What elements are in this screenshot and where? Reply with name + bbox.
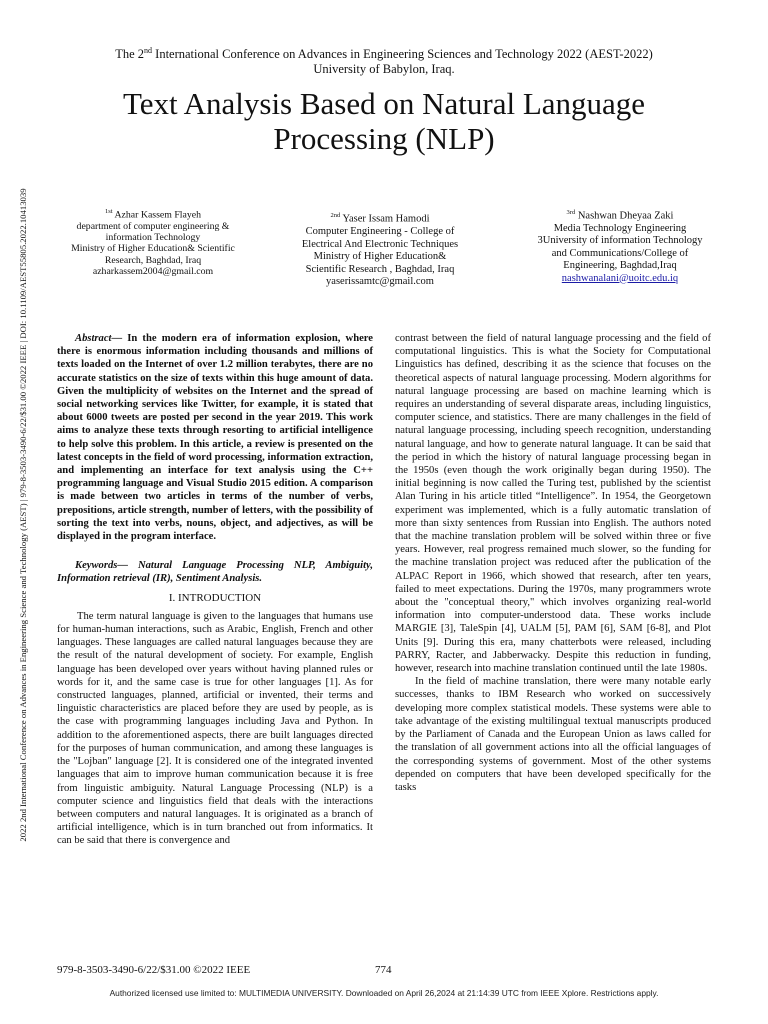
author-3-email-link[interactable]: nashwanalani@uoitc.edu.iq: [561, 272, 679, 284]
right-column: [395, 332, 711, 794]
author-1-affiliation: Research, Baghdad, Iraq: [104, 254, 202, 266]
author-2-affiliation: Ministry of Higher Education&: [313, 251, 447, 263]
body-paragraph: In the field of machine translation, there were many notable early successes, thanks to IBM Research who worked on successively developing more complex statistical models. These systems were able to take advantage of the existing multilingual textual manuscripts produced by the Parliament of Canada and the European Union as laws called for the translation of all government actions into all the official languages of the corresponding systems of government. Most of the other systems depended on computers that have been developed specifically for the tasks: [395, 676, 711, 793]
side-doi-text: [19, 145, 27, 885]
abstract: [57, 332, 373, 543]
conference-name-prefix: The 2: [115, 47, 145, 62]
author-1-name: [58, 206, 248, 221]
author-3-name: [510, 207, 730, 223]
author-2-name-text: Yaser Issam Hamodi: [340, 213, 430, 225]
footer-isbn: 979-8-3503-3490-6/22/$31.00 ©2022 IEEE: [57, 964, 251, 976]
conference-line-1: [0, 43, 768, 62]
author-3: [510, 207, 730, 285]
author-1-ordinal: 1st: [104, 208, 113, 215]
conference-line-2: University of Babylon, Iraq.: [313, 62, 455, 77]
author-1-affiliation: department of computer engineering &: [76, 220, 230, 232]
download-notice: Authorized licensed use limited to: MULTIMEDIA UNIVERSITY. Downloaded on April 26,2024 at 21:14:39 UTC from IEEE Xplore. Restrictions apply.: [109, 988, 659, 998]
author-3-affiliation: Engineering, Baghdad,Iraq: [563, 260, 677, 272]
author-3-affiliation: and Communications/College of: [551, 247, 689, 259]
left-column: [57, 332, 373, 848]
abstract-text: — In the modern era of information explosion, where there is enormous information including thousands and millions of texts loaded on the Internet of over 1.2 million terabytes, there are no accurate statistics on the size of texts within this huge amount of data. Given the multiplicity of websites on the Internet and the spread of social networking services like Twitter, for example, it is stated that about 6000 tweets are posted per second in the year 2019. This work aims to analyze these texts through resorting to artificial intelligence to help solve this problem. In this article, a review is presented on the latest concepts in the field of word processing, information extraction, and implementing an interface for text analysis using the C++ programming language and Visual Studio 2015 edition. A comparison is made between two articles in terms of the number of verbs, prepositions, article strength, number of letters, with the possibility of sorting the text into verbs, nouns, object, and adjectives, as will be displayed in the program interface.: [57, 333, 373, 543]
author-3-affiliation: Media Technology Engineering: [553, 222, 687, 234]
author-2-affiliation: Electrical And Electronic Techniques: [301, 238, 459, 250]
author-3-affiliation: 3University of information Technology: [537, 235, 703, 247]
author-1-affiliation: information Technology: [105, 232, 201, 244]
author-1-affiliation: Ministry of Higher Education& Scientific: [71, 243, 235, 255]
author-3-ordinal: 3rd: [566, 209, 576, 216]
author-2: [270, 210, 490, 289]
keywords: [57, 559, 373, 585]
keywords-text: — Natural Language Processing NLP, Ambiguity, Information retrieval (IR), Sentiment Analysis.: [57, 560, 373, 585]
keywords-label: Keywords: [75, 560, 118, 572]
author-2-affiliation: Computer Engineering - College of: [305, 226, 455, 238]
page-number: 774: [375, 964, 392, 976]
intro-paragraph: The term natural language is given to the languages that humans use for human-human interactions, such as Arabic, English, French and other languages. These languages are called natural languages because they are the result of the natural development of society. For example, English language has been developed over years without having planned rules or words for it, and the same case is true for other languages [1]. As for constructed languages, planned, artificial or invented, their terms and linguistic characteristics are placed before they are used by people, as is the case with programming languages including Java and Python. In addition to the aforementioned aspects, there are built languages directed for the purposes of human communication, and among these languages is the "Lojban" language [2]. It is considered one of the integrated invented languages that aim to improve human communication because it is free from linguistic ambiguity. Natural Language Processing (NLP) is a computer science and linguistics field that deals with the interactions between computers and natural languages. It is originated as a branch of artificial intelligence, which is in turn branched out from informatics. It can be said that there is convergence and: [57, 610, 373, 847]
conference-header: [0, 43, 768, 77]
author-2-email: yaserissamtc@gmail.com: [326, 276, 434, 288]
conference-name-suffix: International Conference on Advances in Engineering Sciences and Technology 2022 (AEST-2022): [152, 47, 653, 62]
abstract-label: Abstract: [75, 333, 112, 344]
conference-ordinal: nd: [144, 46, 153, 55]
author-2-affiliation: Scientific Research , Baghdad, Iraq: [305, 263, 455, 275]
author-2-ordinal: 2nd: [330, 212, 341, 219]
author-2-name: [270, 210, 490, 226]
section-heading: I. INTRODUCTION: [168, 591, 262, 604]
author-1-email: azharkassem2004@gmail.com: [92, 266, 214, 278]
author-1-name-text: Azhar Kassem Flayeh: [112, 209, 201, 221]
author-3-name-text: Nashwan Dheyaa Zaki: [575, 210, 674, 222]
paper-title: Text Analysis Based on Natural Language Processing (NLP): [122, 86, 646, 156]
side-doi-label: 2022 2nd International Conference on Advances in Engineering Science and Technology (AEST) | 979-8-3503-3490-6/22/$31.00 ©2022 IEEE | DOI: 10.1109/AEST55805.2022.10413039: [18, 188, 28, 842]
author-3-email[interactable]: [510, 273, 730, 285]
author-1: [58, 206, 248, 278]
body-paragraph: contrast between the field of natural language processing and the field of computational linguistics. This is what the Society for Computational Linguistics has defined, describing it as the science that focuses on the theoretical aspects of natural language processing. Modern algorithms for natural language processing are based on machine learning which is requires an understanding of several disparate areas, including linguistics, computer science, and statistics. There are many challenges in the field of natural language processing, including speech recognition, understanding natural language, and how to generate natural language. It can be said that the period in which the history of natural language processing began in the 1950s (even though the work originally began during 1950). The initial beginning is now called the Turing test, published by the scientist Alan Turing in his article titled “Intelligence”. In 1954, the Georgetown experiment was implemented, which is a fully automatic translation of more than sixty sentences from Russian into English. The authors noted that the machine translation problem will be solved within three or five years. However, real progress remained much slower, so the funding for the machine translation project was reduced after the publication of the ALPAC Report in 1966, which showed that research, after ten years, failed to meet expectations. During the 1970s, many programmers wrote about the "conceptual theory," which involves organizing real-world information into computer-understood data. These works include MARGIE [3], TaleSpin [4], UALM [5], PAM [6], SAM [6-8], and Plot Units [9]. During this era, many chatterbots were released, including PARRY, Racter, and Jabberwacky. Despite this reduction in funding, however, research into machine translation continued until the late 1980s.: [395, 333, 711, 675]
